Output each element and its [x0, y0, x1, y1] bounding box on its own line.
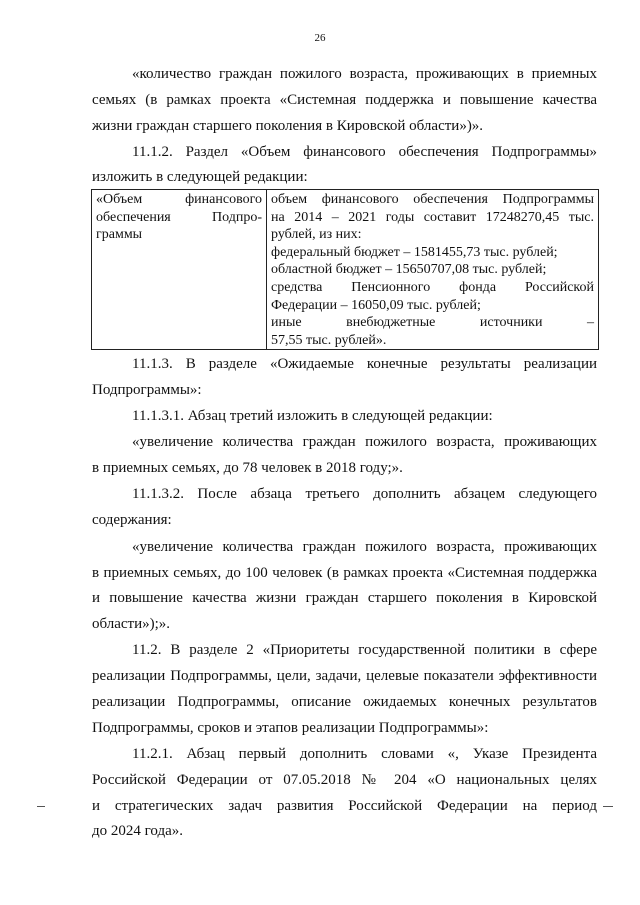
text-line: Российской Федерации от 07.05.2018 № 204 «О национальных целях — [92, 772, 597, 788]
cell-line: граммы — [96, 227, 143, 243]
text-line: и повышение качества жизни граждан старшего поколения в Кировской — [92, 590, 597, 606]
cell-line: объем финансового обеспечения Подпрограммы — [271, 192, 594, 207]
text-line: области»);». — [92, 616, 171, 632]
cell-line: областной бюджет – 15650707,08 тыс. рублей; — [271, 262, 547, 278]
text-line: 11.1.3.1. Абзац третий изложить в следующей редакции: — [132, 408, 493, 424]
text-line: реализации Подпрограммы, цели, задачи, целевые показатели эффективности — [92, 668, 597, 684]
text-line: жизни граждан старшего поколения в Кировской области»)». — [92, 118, 484, 134]
text-line: «увеличение количества граждан пожилого возраста, проживающих — [132, 539, 597, 555]
page-number: 26 — [314, 32, 326, 44]
scan-mark — [603, 806, 613, 807]
cell-line: обеспечения Подпро- — [96, 209, 262, 225]
text-line: реализации Подпрограммы, описание ожидаемых конечных результатов — [92, 694, 597, 710]
scan-mark — [37, 806, 45, 807]
cell-line: иные внебюджетные источники – — [271, 315, 594, 331]
text-line: 11.1.3.2. После абзаца третьего дополнить абзацем следующего — [132, 486, 597, 502]
text-line: 11.2. В разделе 2 «Приоритеты государственной политики в сфере — [132, 642, 597, 658]
text-line: и стратегических задач развития Российской Федерации на период — [92, 798, 597, 814]
text-line: изложить в следующей редакции: — [92, 169, 308, 185]
text-line: в приемных семьях, до 100 человек (в рамках проекта «Системная поддержка — [92, 565, 597, 581]
finance-table — [91, 189, 599, 350]
cell-line: на 2014 – 2021 годы составит 17248270,45 тыс. — [271, 209, 594, 225]
table-cell-value — [267, 190, 599, 350]
text-line: Подпрограммы, сроков и этапов реализации Подпрограммы»: — [92, 720, 489, 736]
text-line: содержания: — [92, 512, 172, 528]
text-line: 11.2.1. Абзац первый дополнить словами «, Указе Президента — [132, 746, 597, 762]
cell-line: Федерации – 16050,09 тыс. рублей; — [271, 297, 481, 313]
text-line: 11.1.2. Раздел «Объем финансового обеспечения Подпрограммы» — [132, 144, 597, 160]
text-line: 11.1.3. В разделе «Ожидаемые конечные результаты реализации — [132, 356, 597, 372]
table-cell-label — [92, 190, 267, 350]
text-line: в приемных семьях, до 78 человек в 2018 году;». — [92, 460, 403, 476]
text-line: семьях (в рамках проекта «Системная поддержка и повышение качества — [92, 92, 597, 108]
text-line: Подпрограммы»: — [92, 382, 202, 398]
cell-line: федеральный бюджет – 1581455,73 тыс. рублей; — [271, 244, 558, 260]
table-row — [92, 190, 599, 350]
cell-line: рублей, из них: — [271, 227, 362, 243]
cell-line: средства Пенсионного фонда Российской — [271, 279, 594, 295]
cell-line: «Объем финансового — [96, 192, 262, 207]
cell-line: 57,55 тыс. рублей». — [271, 332, 387, 348]
text-line: до 2024 года». — [92, 823, 184, 839]
text-line: «увеличение количества граждан пожилого возраста, проживающих — [132, 434, 597, 450]
text-line: «количество граждан пожилого возраста, проживающих в приемных — [132, 66, 597, 82]
